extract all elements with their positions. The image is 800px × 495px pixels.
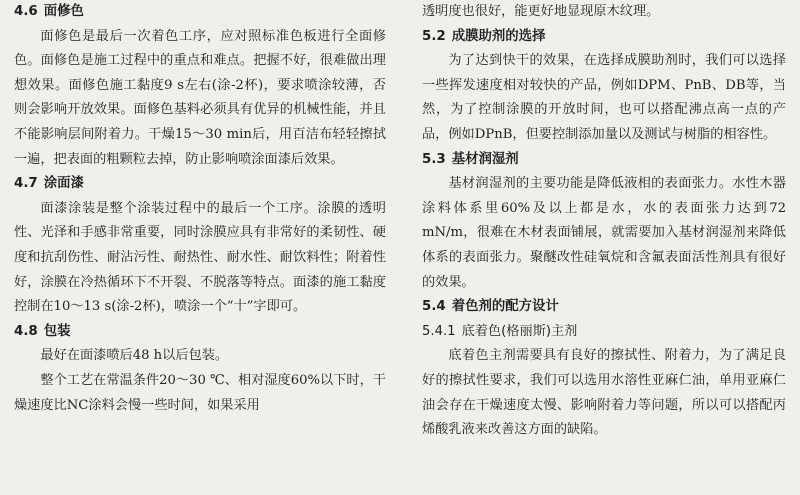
section-heading-4-7: 4.7 涂面漆 <box>14 176 84 192</box>
subsection-heading-5-4-1: 5.4.1 底着色(格丽斯)主剂 <box>422 323 578 339</box>
section-heading-5-4: 5.4 着色剂的配方设计 <box>422 299 559 315</box>
section-heading-4-8: 4.8 包装 <box>14 323 71 339</box>
right-column <box>422 0 786 443</box>
paragraph-4-8-b: 整个工艺在常温条件20～30 ℃、相对湿度60%以下时，干燥速度比NC涂料会慢一些时间，如果采用 <box>14 372 386 413</box>
section-heading-5-2: 5.2 成膜助剂的选择 <box>422 28 546 44</box>
paragraph-5-2: 为了达到快干的效果，在选择成膜助剂时，我们可以选择一些挥发速度相对较快的产品，例如DPM、PnB、DB等，当然，为了控制涂膜的开放时间，也可以搭配沸点高一点的产品，例如DPnB，但要控制添加量以及测试与树脂的相容性。 <box>422 53 786 142</box>
paragraph-5-4-1: 底着色主剂需要具有良好的擦拭性、附着力，为了满足良好的擦拭性要求，我们可以选用水溶性亚麻仁油，单用亚麻仁油会存在干燥速度太慢、影响附着力等问题，所以可以搭配丙烯酸乳液来改善这方面的缺陷。 <box>422 348 786 438</box>
paragraph-5-3: 基材润湿剂的主要功能是降低液相的表面张力。水性木器涂料体系里60%及以上都是水，水的表面张力达到72 mN/m，很难在木材表面铺展，就需要加入基材润湿剂来降低体系的表面张力。聚醚改性硅氧烷和含氟表面活性剂具有很好的效果。 <box>422 176 786 290</box>
left-column <box>14 0 386 418</box>
paragraph-4-6: 面修色是最后一次着色工序，应对照标准色板进行全面修色。面修色是施工过程中的重点和难点。把握不好，很难做出理想效果。面修色施工黏度9 s左右(涂-2杯)，要求喷涂较薄，否则会影响开放效果。面修色基料必须具有优异的机械性能，并且不能影响层间附着力。干燥15～30 min后，用百洁布轻轻擦拭一遍，把表面的粗颗粒去掉，防止影响喷涂面漆后效果。 <box>14 28 386 167</box>
paragraph-4-7: 面漆涂装是整个涂装过程中的最后一个工序。涂膜的透明性、光泽和手感非常重要，同时涂膜应具有非常好的柔韧性、硬度和抗刮伤性、耐沾污性、耐热性、耐水性、耐饮料性；附着性好，涂膜在冷热循环下不开裂、不脱落等特点。面漆的施工黏度控制在10～13 s(涂-2杯)，喷涂一个“十”字即可。 <box>14 200 386 315</box>
paragraph-continued: 透明度也很好，能更好地显现原木纹理。 <box>422 4 660 19</box>
paragraph-4-8-a: 最好在面漆喷后48 h以后包装。 <box>40 348 229 364</box>
section-heading-4-6: 4.6 面修色 <box>14 4 84 19</box>
section-heading-5-3: 5.3 基材润湿剂 <box>422 151 519 167</box>
